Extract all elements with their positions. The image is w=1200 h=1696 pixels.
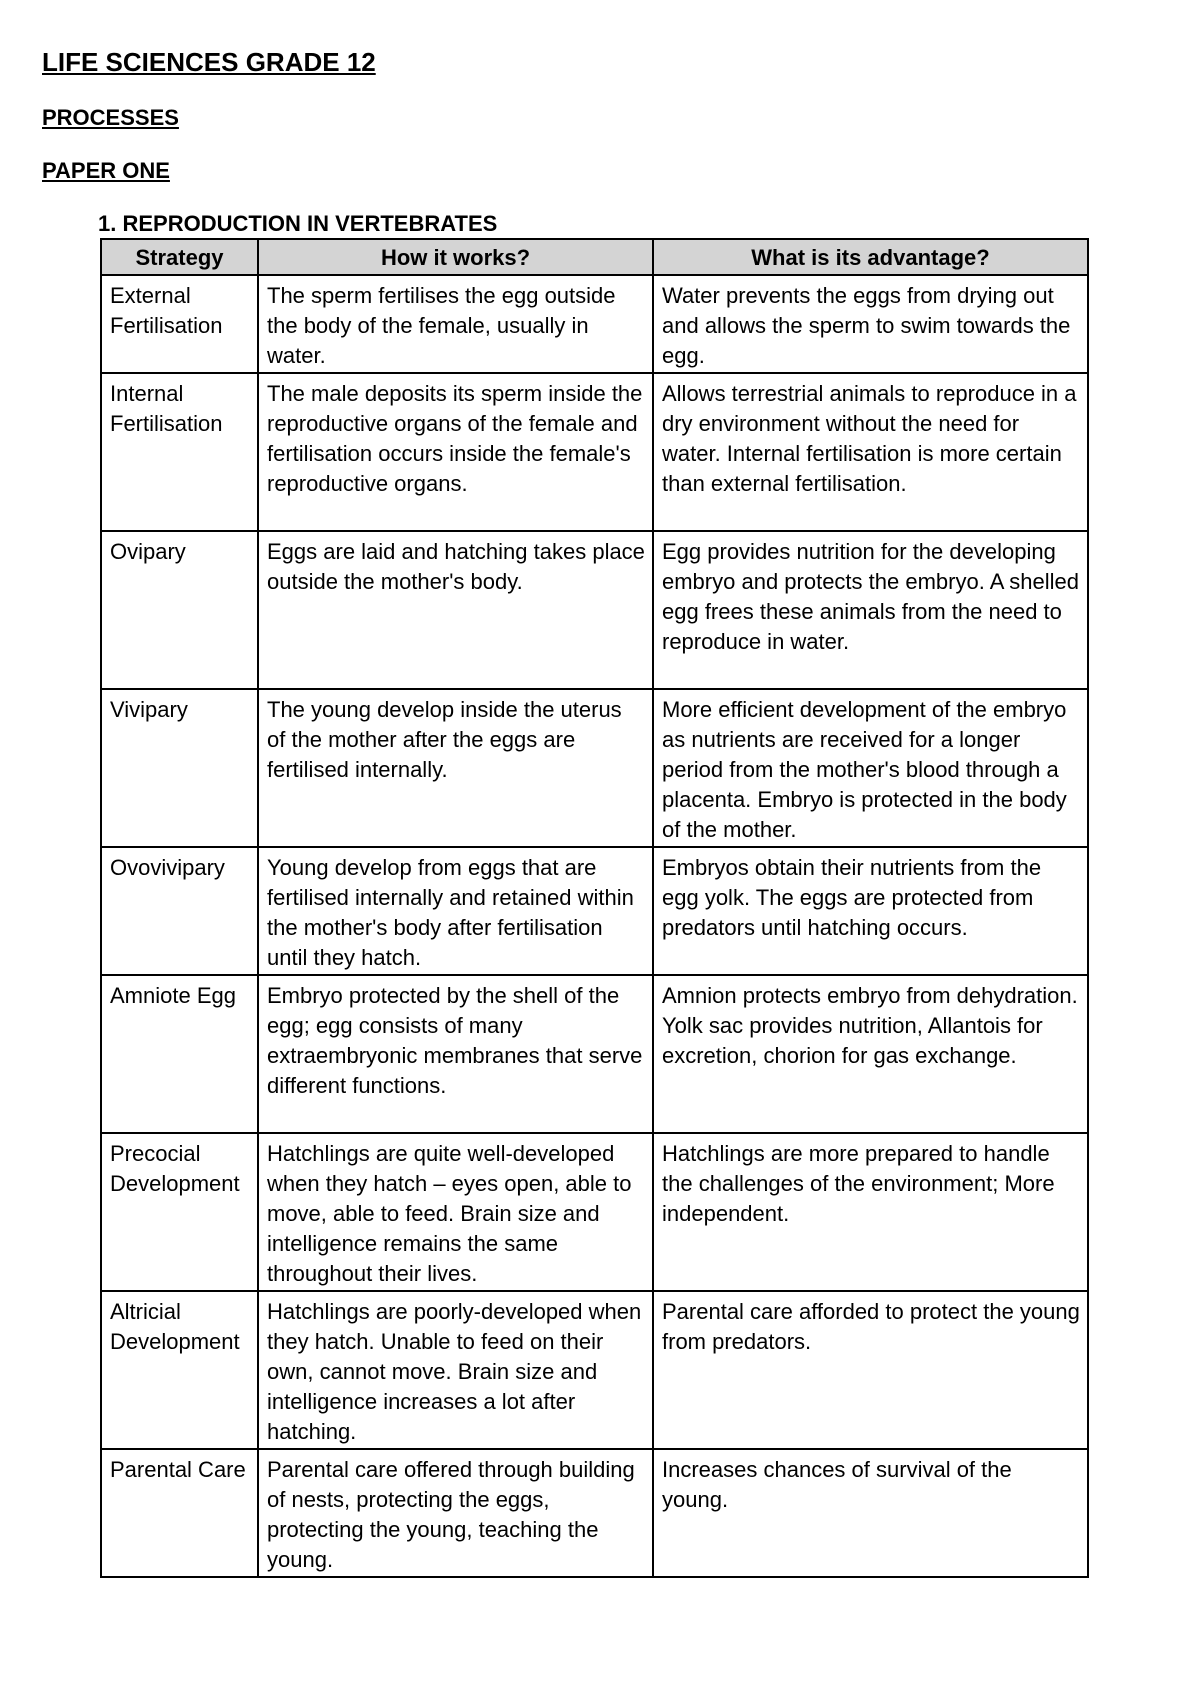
how-cell: The sperm fertilises the egg outside the body of the female, usually in water. xyxy=(258,275,653,373)
advantage-cell: Increases chances of survival of the young. xyxy=(653,1449,1088,1577)
header-advantage: What is its advantage? xyxy=(653,239,1088,275)
advantage-cell: Water prevents the eggs from drying out and allows the sperm to swim towards the egg. xyxy=(653,275,1088,373)
strategy-cell: Amniote Egg xyxy=(101,975,258,1133)
how-cell: Hatchlings are poorly-developed when they hatch. Unable to feed on their own, cannot move. Brain size and intelligence increases a lot after hatching. xyxy=(258,1291,653,1449)
advantage-line: Amnion protects embryo from dehydration. xyxy=(662,983,1078,1008)
strategy-cell: Internal Fertilisation xyxy=(101,373,258,531)
strategy-cell: Altricial Development xyxy=(101,1291,258,1449)
how-cell: Hatchlings are quite well-developed when they hatch – eyes open, able to move, able to feed. Brain size and intelligence remains the same throughout their lives. xyxy=(258,1133,653,1291)
table-row xyxy=(101,1133,1088,1291)
advantage-line: Yolk sac provides nutrition, Allantois for excretion, chorion for gas exchange. xyxy=(662,1013,1043,1068)
how-cell: The male deposits its sperm inside the reproductive organs of the female and fertilisation occurs inside the female's reproductive organs. xyxy=(258,373,653,531)
how-cell: Eggs are laid and hatching takes place outside the mother's body. xyxy=(258,531,653,689)
topic-heading: 1. REPRODUCTION IN VERTEBRATES xyxy=(98,211,498,236)
how-cell: Young develop from eggs that are fertilised internally and retained within the mother's body after fertilisation until they hatch. xyxy=(258,847,653,975)
strategy-cell: Precocial Development xyxy=(101,1133,258,1291)
header-strategy: Strategy xyxy=(101,239,258,275)
paper-title: PAPER ONE xyxy=(42,158,170,183)
table-row xyxy=(101,1291,1088,1449)
strategy-cell: Ovipary xyxy=(101,531,258,689)
strategy-cell: Ovovivipary xyxy=(101,847,258,975)
advantage-cell: Allows terrestrial animals to reproduce in a dry environment without the need for water. Internal fertilisation is more certain than external fertilisation. xyxy=(653,373,1088,531)
table-header-row xyxy=(101,239,1088,275)
strategy-cell: Vivipary xyxy=(101,689,258,847)
table-row xyxy=(101,531,1088,689)
document-title: LIFE SCIENCES GRADE 12 xyxy=(42,47,376,77)
table-row xyxy=(101,847,1088,975)
strategy-cell: Parental Care xyxy=(101,1449,258,1577)
how-cell: The young develop inside the uterus of the mother after the eggs are fertilised internally. xyxy=(258,689,653,847)
how-cell: Embryo protected by the shell of the egg; egg consists of many extraembryonic membranes that serve different functions. xyxy=(258,975,653,1133)
advantage-cell xyxy=(653,975,1088,1133)
section-title: PROCESSES xyxy=(42,105,179,130)
table-row xyxy=(101,975,1088,1133)
how-cell: Parental care offered through building of nests, protecting the eggs, protecting the young, teaching the young. xyxy=(258,1449,653,1577)
header-how-it-works: How it works? xyxy=(258,239,653,275)
table-row xyxy=(101,373,1088,531)
advantage-cell: Egg provides nutrition for the developing embryo and protects the embryo. A shelled egg frees these animals from the need to reproduce in water. xyxy=(653,531,1088,689)
advantage-cell: Hatchlings are more prepared to handle the challenges of the environment; More independent. xyxy=(653,1133,1088,1291)
strategy-cell: External Fertilisation xyxy=(101,275,258,373)
table-row xyxy=(101,1449,1088,1577)
advantage-cell: More efficient development of the embryo as nutrients are received for a longer period from the mother's blood through a placenta. Embryo is protected in the body of the mother. xyxy=(653,689,1088,847)
table-row xyxy=(101,275,1088,373)
table-row xyxy=(101,689,1088,847)
advantage-cell: Parental care afforded to protect the young from predators. xyxy=(653,1291,1088,1449)
reproduction-table xyxy=(100,238,1089,1578)
advantage-cell: Embryos obtain their nutrients from the egg yolk. The eggs are protected from predators until hatching occurs. xyxy=(653,847,1088,975)
